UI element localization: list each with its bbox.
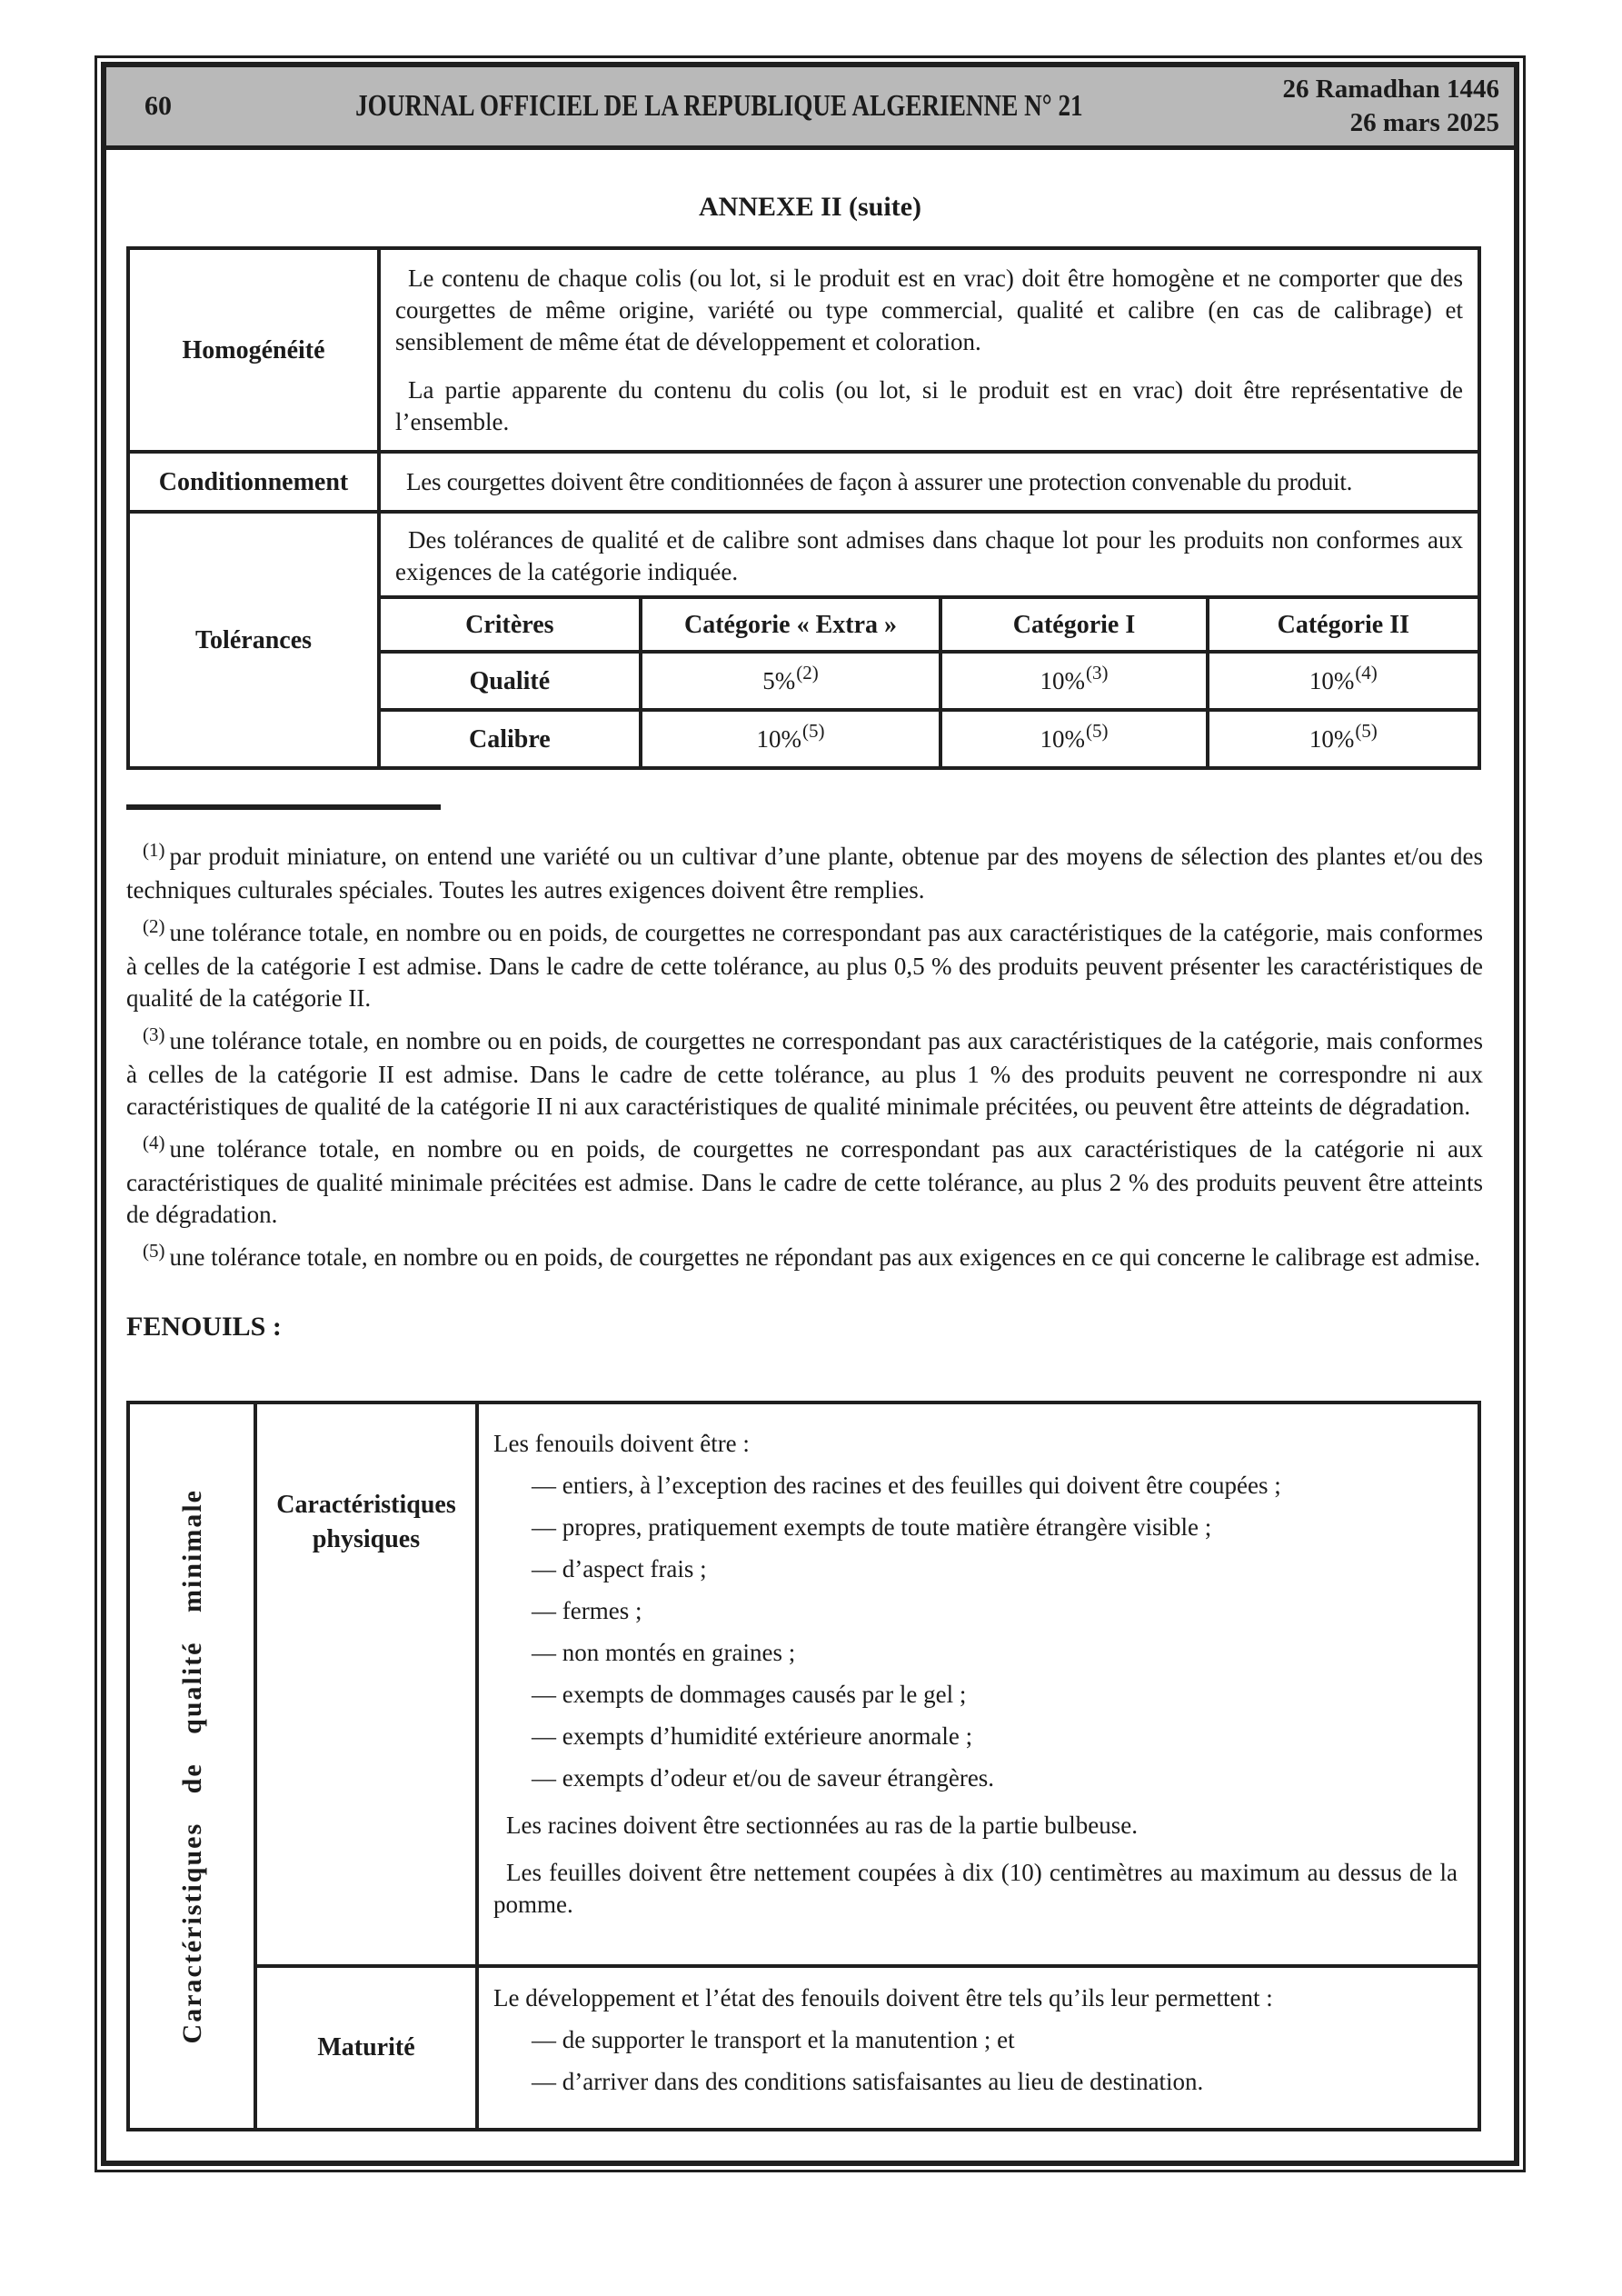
footnote-2 bbox=[126, 917, 1483, 1014]
footnote-5 bbox=[126, 1242, 1483, 1275]
calibre-cat1-value: 10% (5) bbox=[939, 712, 1205, 766]
table-row-caracteristiques-physiques bbox=[257, 1404, 1478, 1968]
footnote-text: une tolérance totale, en nombre ou en poids, de courgettes ne correspondant pas aux caractéristiques de la catégorie, mais conformes à celles de la catégorie I est admise. Dans le cadre de cette tolérance, au plus 0,5 % des produits peuvent présenter les caractéristiques de qualité de la catégorie II. bbox=[126, 919, 1483, 1012]
footnote-marker: (2) bbox=[143, 915, 165, 937]
footnote-4 bbox=[126, 1133, 1483, 1231]
side-label-rotated: Caractéristiques de qualité minimale bbox=[176, 1488, 207, 2044]
header-categorie-2: Catégorie II bbox=[1206, 599, 1478, 650]
side-label-cell bbox=[130, 1404, 257, 2128]
row-label-homogeneite: Homogénéité bbox=[130, 250, 381, 450]
table-row-maturite bbox=[257, 1968, 1478, 2128]
page-inner-border bbox=[101, 62, 1519, 2166]
row-label-caracteristiques-physiques: Caractéristiques physiques bbox=[257, 1404, 479, 1964]
cell-tolerances bbox=[381, 514, 1478, 766]
table-row-tolerances bbox=[130, 510, 1478, 766]
footnote-text: une tolérance totale, en nombre ou en poids, de courgettes ne correspondant pas aux caractéristiques de la catégorie, mais conformes à celles de la catégorie II est admise. Dans le cadre de cette tolérance, au plus 1 % des produits peuvent ne correspondre ni aux caractéristiques de qualité de la catégorie II ni aux caractéristiques de qualité minimale précitées, ou peuvent être atteints de dégradation. bbox=[126, 1027, 1483, 1120]
phys-bullet-1: — entiers, à l’exception des racines et des feuilles qui doivent être coupées ; bbox=[532, 1472, 1281, 1499]
maturite-intro: Le développement et l’état des fenouils doivent être tels qu’ils leur permettent : bbox=[493, 1984, 1273, 2011]
footnote-ref: (5) bbox=[1355, 719, 1378, 742]
calibre-label: Calibre bbox=[468, 724, 551, 754]
conditionnement-text: Les courgettes doivent être conditionnées de façon à assurer une protection convenable du produit. bbox=[406, 467, 1353, 495]
qualite-extra-value: 5% (2) bbox=[639, 654, 940, 708]
cell-caracteristiques-physiques bbox=[479, 1404, 1478, 1964]
phys-bullet-7: — exempts d’humidité extérieure anormale ; bbox=[532, 1722, 973, 1750]
calibre-extra-value: 10% (5) bbox=[639, 712, 940, 766]
homogeneite-paragraph-1: Le contenu de chaque colis (ou lot, si le produit est en vrac) doit être homogène et ne comporter que des courgettes de même origine, variété ou type commercial, qualité et calibre (en cas de calibrage) et sensiblement de même état de développement et coloration. bbox=[395, 265, 1463, 355]
subtable-header-row bbox=[381, 599, 1478, 650]
maturite-bullet-1: — de supporter le transport et la manutention ; et bbox=[532, 2026, 1015, 2053]
phys-bullet-4: — fermes ; bbox=[532, 1597, 642, 1624]
tolerance-subtable bbox=[381, 595, 1478, 766]
qualite-cat1-value: 10% (3) bbox=[939, 654, 1205, 708]
table-row-conditionnement bbox=[130, 450, 1478, 510]
phys-bullet-8: — exempts d’odeur et/ou de saveur étrangères. bbox=[532, 1764, 995, 1792]
footnote-marker: (4) bbox=[143, 1132, 165, 1153]
calibre-cat2-value: 10% (5) bbox=[1206, 712, 1478, 766]
masthead-center bbox=[224, 89, 1214, 124]
footnote-marker: (1) bbox=[143, 839, 165, 861]
footnote-text: par produit miniature, on entend une variété ou un cultivar d’une plante, obtenue par des moyens de sélection des plantes et/ou des techniques culturales spéciales. Toutes les autres exigences doivent être remplies. bbox=[126, 843, 1483, 903]
table-row-homogeneite bbox=[130, 250, 1478, 450]
qualite-label: Qualité bbox=[469, 666, 551, 695]
footnote-ref: (4) bbox=[1355, 661, 1378, 684]
row-label-conditionnement: Conditionnement bbox=[130, 454, 381, 510]
subtable-row-calibre bbox=[381, 708, 1478, 766]
date-gregorian: 26 mars 2025 bbox=[1349, 108, 1499, 137]
phys-bullet-5: — non montés en graines ; bbox=[532, 1639, 796, 1666]
footnote-ref: (2) bbox=[796, 661, 819, 684]
cell-maturite bbox=[479, 1968, 1478, 2128]
footnote-ref: (5) bbox=[801, 719, 825, 742]
header-categorie-extra: Catégorie « Extra » bbox=[639, 599, 940, 650]
fenouils-heading: FENOUILS : bbox=[126, 1312, 282, 1342]
page-outer-border bbox=[95, 55, 1526, 2172]
cell-conditionnement bbox=[381, 454, 1478, 510]
journal-title: JOURNAL OFFICIEL DE LA REPUBLIQUE ALGERIENNE N° 21 bbox=[355, 89, 1083, 123]
phys-bullet-2: — propres, pratiquement exempts de toute matière étrangère visible ; bbox=[532, 1513, 1212, 1541]
phys-bullet-3: — d’aspect frais ; bbox=[532, 1555, 707, 1582]
row-label-maturite: Maturité bbox=[257, 1968, 479, 2128]
footnote-ref: (5) bbox=[1085, 719, 1109, 742]
phys-paragraph-racines: Les racines doivent être sectionnées au ras de la partie bulbeuse. bbox=[506, 1812, 1138, 1839]
footnote-marker: (3) bbox=[143, 1023, 165, 1045]
footnote-text: une tolérance totale, en nombre ou en poids, de courgettes ne répondant pas aux exigences en ce qui concerne le calibrage est admise. bbox=[169, 1243, 1481, 1271]
footnote-ref: (3) bbox=[1085, 661, 1109, 684]
qualite-cat2-value: 10% (4) bbox=[1206, 654, 1478, 708]
phys-bullet-6: — exempts de dommages causés par le gel ; bbox=[532, 1681, 967, 1708]
footnote-3 bbox=[126, 1025, 1483, 1123]
tolerances-intro: Des tolérances de qualité et de calibre sont admises dans chaque lot pour les produits non conformes aux exigences de la catégorie indiquée. bbox=[395, 526, 1463, 585]
phys-paragraph-feuilles: Les feuilles doivent être nettement coupées à dix (10) centimètres au maximum au dessus de la pomme. bbox=[493, 1859, 1458, 1918]
page-number: 60 bbox=[144, 91, 172, 121]
header-criteres: Critères bbox=[465, 610, 554, 639]
footnote-1 bbox=[126, 841, 1483, 906]
annex-title: ANNEXE II (suite) bbox=[698, 192, 921, 222]
footnote-separator bbox=[126, 804, 441, 810]
maturite-bullet-2: — d’arriver dans des conditions satisfaisantes au lieu de destination. bbox=[532, 2068, 1204, 2095]
masthead bbox=[106, 67, 1514, 150]
footnote-text: une tolérance totale, en nombre ou en poids, de courgettes ne correspondant pas aux caractéristiques de la catégorie ni aux caractéristiques de qualité minimale précitées est admise. Dans le cadre de cette tolérance, au plus 2 % des produits peuvent être atteints de dégradation. bbox=[126, 1135, 1483, 1228]
fenouils-table bbox=[126, 1401, 1481, 2131]
fenouils-table-main bbox=[257, 1404, 1478, 2128]
footnotes-section bbox=[126, 841, 1483, 1275]
footnote-marker: (5) bbox=[143, 1240, 165, 1262]
masthead-dates bbox=[1214, 73, 1514, 140]
row-label-tolerances: Tolérances bbox=[130, 514, 381, 766]
homogeneite-paragraph-2: La partie apparente du contenu du colis (ou lot, si le produit est en vrac) doit être représentative de l’ensemble. bbox=[395, 376, 1463, 435]
date-hijri: 26 Ramadhan 1446 bbox=[1282, 75, 1499, 104]
cell-homogeneite bbox=[381, 250, 1478, 450]
courgettes-table bbox=[126, 246, 1481, 770]
phys-intro: Les fenouils doivent être : bbox=[493, 1430, 750, 1457]
header-categorie-1: Catégorie I bbox=[939, 599, 1205, 650]
subtable-row-qualite bbox=[381, 650, 1478, 708]
